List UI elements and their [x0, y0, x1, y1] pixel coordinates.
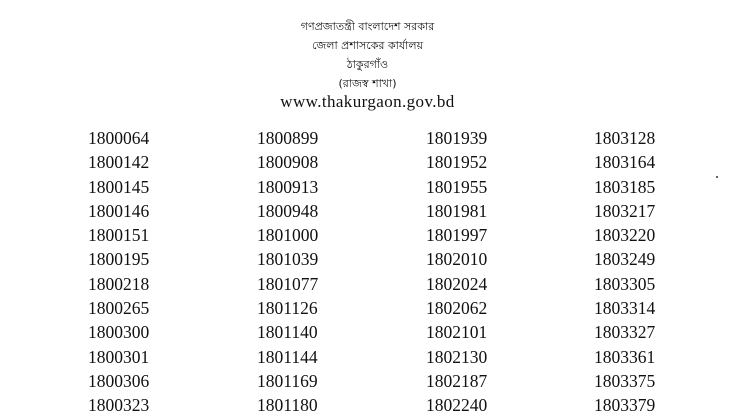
number-entry: 1801000 — [257, 225, 319, 246]
number-entry: 1802101 — [426, 322, 488, 343]
number-entry: 1800146 — [88, 200, 150, 221]
website-url: www.thakurgaon.gov.bd — [280, 92, 455, 111]
number-entry: 1801077 — [257, 273, 319, 294]
office-title: জেলা প্রশাসকের কার্যালয় — [311, 39, 424, 52]
number-entry: 1803361 — [594, 346, 656, 367]
number-entry: 1801140 — [257, 322, 318, 343]
number-entry: 1803375 — [594, 370, 656, 391]
number-entry: 1803220 — [594, 225, 656, 246]
number-entry: 1803164 — [594, 152, 656, 173]
number-entry: 1800948 — [257, 200, 319, 221]
number-entry: 1801939 — [426, 128, 488, 148]
number-entry: 1800142 — [88, 152, 150, 173]
number-entry: 1800323 — [88, 395, 150, 416]
number-entry: 1802062 — [426, 298, 488, 319]
number-entry: 1800899 — [257, 128, 319, 148]
number-entry: 1803305 — [594, 273, 656, 294]
number-entry: 1801169 — [257, 370, 318, 391]
number-entry: 1800151 — [88, 225, 150, 246]
number-entry: 1800301 — [88, 346, 150, 367]
number-entry: 1800300 — [88, 322, 150, 343]
number-entry: 1803128 — [594, 128, 656, 148]
scan-speck — [716, 176, 718, 178]
number-entry: 1801955 — [426, 176, 488, 197]
number-entry: 1801952 — [426, 152, 488, 173]
number-entry: 1801180 — [257, 395, 318, 416]
number-entry: 1800195 — [88, 249, 150, 270]
number-entry: 1803217 — [594, 200, 656, 221]
number-entry: 1803314 — [594, 298, 656, 319]
number-entry: 1801981 — [426, 200, 488, 221]
number-entry: 1802010 — [426, 249, 488, 270]
number-entry: 1801039 — [257, 249, 319, 270]
district-name: ঠাকুরগাঁও — [346, 58, 389, 71]
number-entry: 1802187 — [426, 370, 488, 391]
number-entry: 1802024 — [426, 273, 488, 294]
number-entry: 1803327 — [594, 322, 656, 343]
number-entry: 1803249 — [594, 249, 656, 270]
number-entry: 1803185 — [594, 176, 656, 197]
section-name: (রাজস্ব শাখা) — [338, 77, 397, 90]
number-column — [88, 126, 149, 418]
number-entry: 1801144 — [257, 346, 318, 367]
number-entry: 1801997 — [426, 225, 488, 246]
number-entry: 1800218 — [88, 273, 150, 294]
number-entry: 1802240 — [426, 395, 488, 416]
number-entry: 1803379 — [594, 395, 656, 416]
number-column — [594, 126, 655, 418]
number-column — [426, 126, 487, 418]
number-entry: 1800265 — [88, 298, 150, 319]
number-entry: 1802130 — [426, 346, 488, 367]
government-title: গণপ্রজাতন্ত্রী বাংলাদেশ সরকার — [300, 20, 435, 33]
number-entry: 1800064 — [88, 128, 150, 148]
number-entry: 1801126 — [257, 298, 318, 319]
number-entry: 1800306 — [88, 370, 150, 391]
number-entry: 1800913 — [257, 176, 319, 197]
number-column — [257, 126, 318, 418]
number-entry: 1800145 — [88, 176, 150, 197]
number-entry: 1800908 — [257, 152, 319, 173]
